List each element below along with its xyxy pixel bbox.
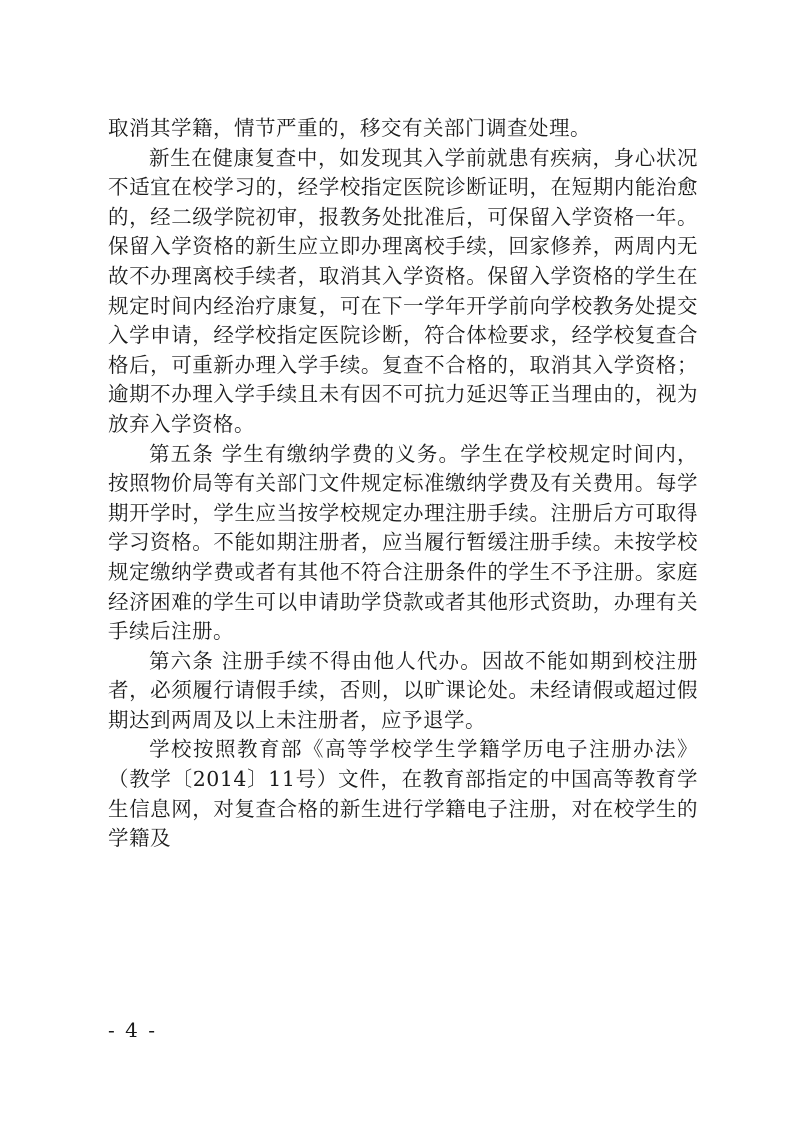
paragraph-article-6: 第六条 注册手续不得由他人代办。因故不能如期到校注册者，必须履行请假手续，否则，以旷课论处。未经请假或超过假期达到两周及以上未注册者，应予退学。: [108, 648, 698, 732]
paragraph-article-5: 第五条 学生有缴纳学费的义务。学生在学校规定时间内，按照物价局等有关部门文件规定标准缴纳学费及有关费用。每学期开学时，学生应当按学校规定办理注册手续。注册后方可取得学习资格。不能如期注册者，应当履行暂缓注册手续。未按学校规定缴纳学费或者有其他不符合注册条件的学生不予注册。家庭经济困难的学生可以申请助学贷款或者其他形式资助，办理有关手续后注册。: [108, 441, 698, 644]
paragraph-2: 新生在健康复查中，如发现其入学前就患有疾病，身心状况不适宜在校学习的，经学校指定医院诊断证明，在短期内能治愈的，经二级学院初审，报教务处批准后，可保留入学资格一年。保留入学资格的新生应立即办理离校手续，回家修养，两周内无故不办理离校手续者，取消其入学资格。保留入学资格的学生在规定时间内经治疗康复，可在下一学年开学前向学校教务处提交入学申请，经学校指定医院诊断，符合体检要求，经学校复查合格后，可重新办理入学手续。复查不合格的，取消其入学资格；逾期不办理入学手续且未有因不可抗力延迟等正当理由的，视为放弃入学资格。: [108, 145, 698, 436]
page-number: - 4 -: [108, 1018, 157, 1042]
paragraph-1: 取消其学籍，情节严重的，移交有关部门调查处理。: [108, 116, 591, 140]
document-body: [108, 114, 698, 854]
paragraph-5: 学校按照教育部《高等学校学生学籍学历电子注册办法》（教学〔2014〕11号）文件，在教育部指定的中国高等教育学生信息网，对复查合格的新生进行学籍电子注册，对在校学生的学籍及: [108, 737, 698, 851]
